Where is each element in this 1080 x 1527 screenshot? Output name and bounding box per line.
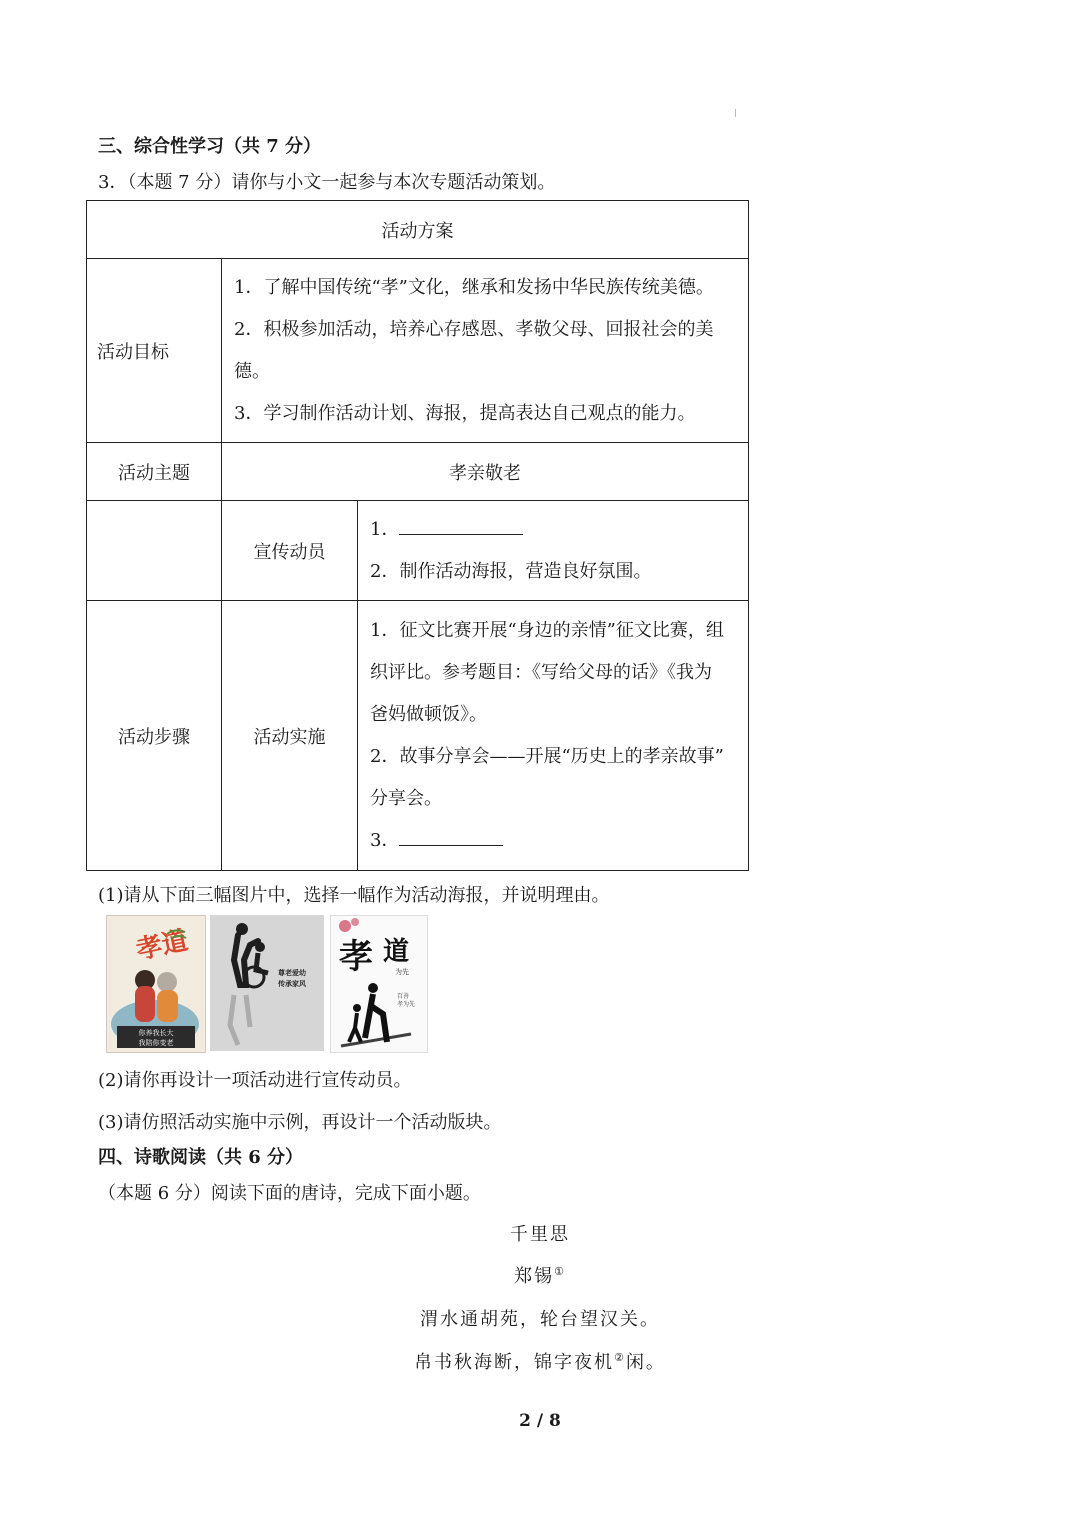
question3-prompt: 3．（本题 7 分）请你与小文一起参与本次专题活动策划。 xyxy=(98,172,556,193)
poster-3-title-2: 道 xyxy=(383,937,410,967)
goal-item: 3．学习制作活动计划、海报，提高表达自己观点的能力。 xyxy=(234,402,696,424)
implement-item: 2．故事分享会——开展“历史上的孝亲故事” xyxy=(370,745,724,767)
poster-3-side-1: 百善 xyxy=(397,993,410,1000)
poem-line-2: 帛书秋海断，锦字夜机②闲。 xyxy=(414,1351,666,1373)
implement-item: 分享会。 xyxy=(370,787,442,809)
empty-cell xyxy=(87,501,222,601)
poster-3-title-1: 孝 xyxy=(339,937,373,977)
page-margin-mark xyxy=(735,109,736,117)
poster-2-caption-1: 尊老爱幼 xyxy=(278,969,306,977)
poster-3-image xyxy=(330,915,428,1053)
publicity-item: 1． xyxy=(370,509,738,551)
poster-1-caption-1: 你养我长大 xyxy=(138,1029,174,1037)
goal-item: 德。 xyxy=(234,360,270,382)
implement-list xyxy=(358,601,749,871)
activity-plan-table xyxy=(86,200,749,871)
theme-label: 活动主题 xyxy=(87,443,222,501)
subquestion-1: (1)请从下面三幅图片中，选择一幅作为活动海报，并说明理由。 xyxy=(98,885,610,906)
poem-title: 千里思 xyxy=(510,1224,570,1245)
theme-value: 孝亲敬老 xyxy=(222,443,749,501)
section4-intro: （本题 6 分）阅读下面的唐诗，完成下面小题。 xyxy=(98,1183,481,1204)
goal-item: 1．了解中国传统“孝”文化，继承和发扬中华民族传统美德。 xyxy=(234,276,714,298)
table-header: 活动方案 xyxy=(87,201,749,259)
publicity-label: 宣传动员 xyxy=(222,501,358,601)
steps-label: 活动步骤 xyxy=(87,601,222,871)
poster-3-subtitle: 为先 xyxy=(395,968,409,976)
goal-item: 2．积极参加活动，培养心存感恩、孝敬父母、回报社会的美 xyxy=(234,318,714,340)
poster-1-caption-2: 我陪你变老 xyxy=(138,1039,174,1047)
answer-blank[interactable] xyxy=(399,520,523,535)
implement-item: 3． xyxy=(370,820,738,862)
page-number: 2 / 8 xyxy=(519,1411,561,1431)
footnote-marker: ② xyxy=(614,1351,626,1364)
poem-author: 郑锡① xyxy=(514,1265,566,1287)
goal-list xyxy=(222,259,749,443)
implement-item: 织评比。参考题目：《写给父母的话》《我为 xyxy=(370,661,712,683)
poster-1-image xyxy=(106,915,206,1053)
answer-blank[interactable] xyxy=(399,831,503,846)
poster-1-title: 孝道 xyxy=(133,925,191,966)
poster-2-caption-2: 传承家风 xyxy=(278,980,306,988)
section3-title: 三、综合性学习（共 7 分） xyxy=(98,136,322,157)
implement-item: 1．征文比赛开展“身边的亲情”征文比赛，组 xyxy=(370,619,724,641)
implement-label: 活动实施 xyxy=(222,601,358,871)
poster-2-image xyxy=(210,915,324,1051)
subquestion-3: (3)请仿照活动实施中示例，再设计一个活动版块。 xyxy=(98,1112,502,1133)
poem-line-1: 渭水通胡苑，轮台望汉关。 xyxy=(420,1309,660,1330)
implement-item: 爸妈做顿饭》。 xyxy=(370,703,487,725)
subquestion-2: (2)请你再设计一项活动进行宣传动员。 xyxy=(98,1070,412,1091)
footnote-marker: ① xyxy=(554,1265,566,1278)
publicity-item: 2．制作活动海报，营造良好氛围。 xyxy=(370,560,652,582)
section4-title: 四、诗歌阅读（共 6 分） xyxy=(98,1147,304,1168)
goal-label: 活动目标 xyxy=(87,259,222,443)
publicity-list xyxy=(358,501,749,601)
poster-3-side-2: 孝为先 xyxy=(397,1001,416,1008)
